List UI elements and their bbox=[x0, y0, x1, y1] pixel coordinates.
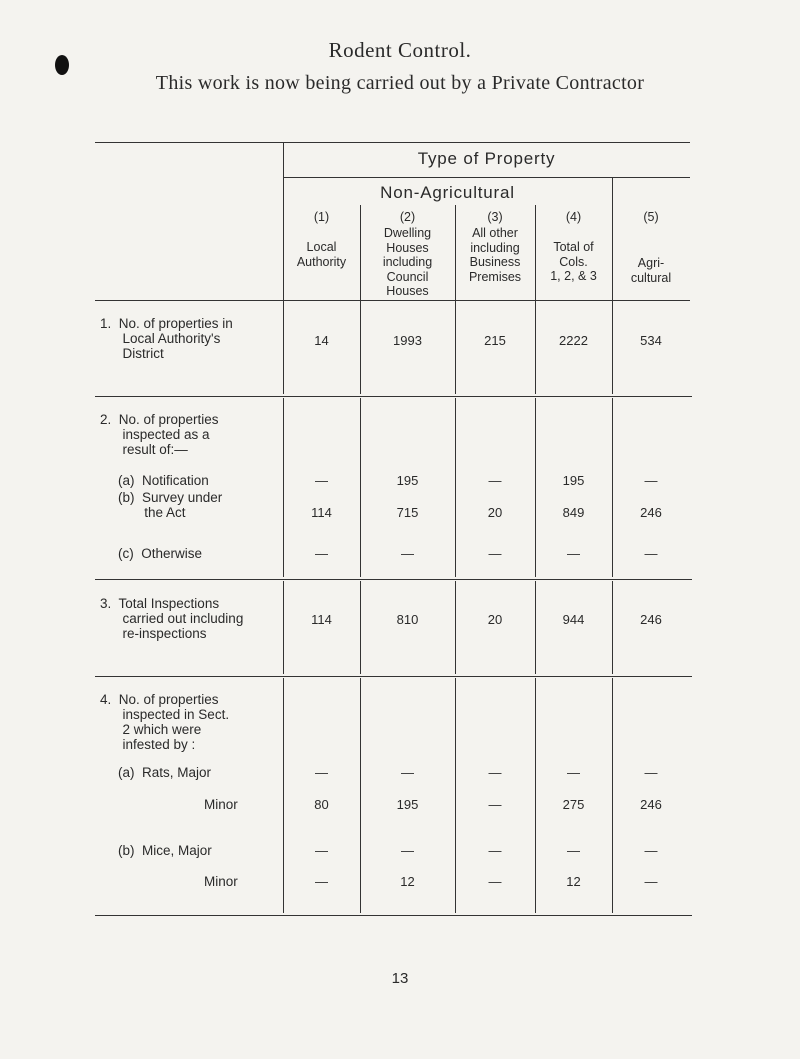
section-4-row-4-label: Minor bbox=[204, 874, 238, 889]
section-4-bottom-rule bbox=[95, 915, 692, 916]
section-2-row-3-cell-2: — bbox=[401, 546, 414, 561]
section-3-label: 3. Total Inspections carried out including re-inspections bbox=[100, 596, 244, 641]
section-2-row-1-cell-2: 195 bbox=[396, 473, 419, 488]
section-3-row-1-cell-5: 246 bbox=[640, 612, 662, 627]
section-1-row-1-cell-1: 14 bbox=[314, 333, 329, 348]
column-2-label: Dwelling Houses including Council Houses bbox=[382, 226, 433, 298]
section-4-row-4-cell-3: — bbox=[488, 874, 502, 889]
section-1-row-1-cell-4: 2222 bbox=[559, 333, 588, 348]
section-1-row-1-cell-3: 215 bbox=[484, 333, 506, 348]
section-4-row-1-cell-1: — bbox=[315, 765, 328, 780]
section-4-row-4-cell-1: — bbox=[315, 874, 328, 889]
section-4-row-1-cell-4: — bbox=[567, 765, 580, 780]
column-4-number: (4) bbox=[565, 210, 582, 224]
section-2-row-1-cell-5: — bbox=[644, 473, 658, 488]
section-1-row-1-cell-2: 1993 bbox=[393, 333, 422, 348]
column-5-number: (5) bbox=[643, 210, 659, 224]
section-1-label: 1. No. of properties in Local Authority's District bbox=[100, 316, 233, 361]
section-2-row-2-cell-1: 114 bbox=[311, 505, 332, 520]
section-2-row-2-cell-4: 849 bbox=[562, 505, 585, 520]
section-4-row-2-cell-1: 80 bbox=[314, 797, 329, 812]
section-2-row-3-cell-4: — bbox=[567, 546, 580, 561]
section-4-row-4-cell-2: 12 bbox=[400, 874, 415, 889]
section-2-row-2-cell-5: 246 bbox=[640, 505, 662, 520]
section-2-bottom-rule bbox=[95, 579, 692, 580]
section-3-vline-2 bbox=[455, 581, 456, 674]
section-2-label: 2. No. of properties inspected as a result of:— bbox=[100, 412, 219, 457]
section-4-row-3-cell-2: — bbox=[401, 843, 414, 858]
section-4-label: 4. No. of properties inspected in Sect. 2 which were infested by : bbox=[100, 692, 230, 752]
section-2-row-1-cell-1: — bbox=[315, 473, 328, 488]
section-1-bottom-rule bbox=[95, 396, 692, 397]
section-4-row-2-cell-4: 275 bbox=[562, 797, 585, 812]
section-4-row-3-cell-5: — bbox=[644, 843, 658, 858]
section-3-row-1-cell-4: 944 bbox=[562, 612, 585, 627]
header-sub-rule bbox=[283, 177, 690, 178]
section-2-row-3-cell-3: — bbox=[488, 546, 502, 561]
page-subtitle: This work is now being carried out by a Private Contractor bbox=[155, 72, 645, 94]
section-4-row-2-cell-2: 195 bbox=[396, 797, 419, 812]
column-3-label: All other including Business Premises bbox=[468, 226, 522, 284]
column-1-number: (1) bbox=[313, 210, 330, 224]
section-1-row-1-cell-5: 534 bbox=[640, 333, 662, 348]
header-type-of-property: Type of Property bbox=[417, 149, 556, 168]
section-3-row-1-cell-2: 810 bbox=[396, 612, 419, 627]
section-3-vline-3 bbox=[535, 581, 536, 674]
header-non-agricultural: Non-Agricultural bbox=[380, 183, 515, 202]
column-2-number: (2) bbox=[399, 210, 416, 224]
section-3-vline-1 bbox=[360, 581, 361, 674]
header-bottom-rule bbox=[95, 300, 690, 301]
section-4-row-2-label: Minor bbox=[204, 797, 238, 812]
section-2-row-1-cell-4: 195 bbox=[562, 473, 585, 488]
section-2-row-2-cell-3: 20 bbox=[487, 505, 503, 520]
page-number: 13 bbox=[391, 970, 409, 987]
section-3-vline-4 bbox=[612, 581, 613, 674]
section-4-row-3-cell-1: — bbox=[315, 843, 328, 858]
section-4-row-4-cell-5: — bbox=[644, 874, 658, 889]
section-2-row-3-label: (c) Otherwise bbox=[118, 546, 203, 561]
section-2-row-2-label: (b) Survey under the Act bbox=[118, 490, 223, 520]
section-4-row-2-cell-3: — bbox=[488, 797, 502, 812]
section-3-row-1-cell-1: 114 bbox=[311, 612, 332, 627]
section-4-row-4-cell-4: 12 bbox=[566, 874, 581, 889]
table-top-rule bbox=[95, 142, 690, 143]
section-2-row-1-label: (a) Notification bbox=[118, 473, 209, 488]
column-1-label: Local Authority bbox=[296, 240, 347, 269]
section-2-row-2-cell-2: 715 bbox=[396, 505, 419, 520]
column-4-label: Total of Cols. 1, 2, & 3 bbox=[550, 240, 597, 283]
section-4-row-1-cell-3: — bbox=[488, 765, 502, 780]
section-3-row-1-cell-3: 20 bbox=[487, 612, 503, 627]
column-3-number: (3) bbox=[487, 210, 503, 224]
section-2-row-3-cell-5: — bbox=[644, 546, 658, 561]
section-2-row-3-cell-1: — bbox=[315, 546, 328, 561]
section-4-row-1-label: (a) Rats, Major bbox=[118, 765, 212, 780]
column-5-label: Agri- cultural bbox=[630, 256, 672, 285]
page-title: Rodent Control. bbox=[328, 38, 472, 62]
section-4-row-1-cell-5: — bbox=[644, 765, 658, 780]
section-4-row-3-cell-3: — bbox=[488, 843, 502, 858]
section-3-bottom-rule bbox=[95, 676, 692, 677]
section-4-row-3-cell-4: — bbox=[567, 843, 580, 858]
section-4-row-3-label: (b) Mice, Major bbox=[118, 843, 212, 858]
section-4-row-2-cell-5: 246 bbox=[640, 797, 662, 812]
section-4-row-1-cell-2: — bbox=[401, 765, 414, 780]
section-2-row-1-cell-3: — bbox=[488, 473, 502, 488]
